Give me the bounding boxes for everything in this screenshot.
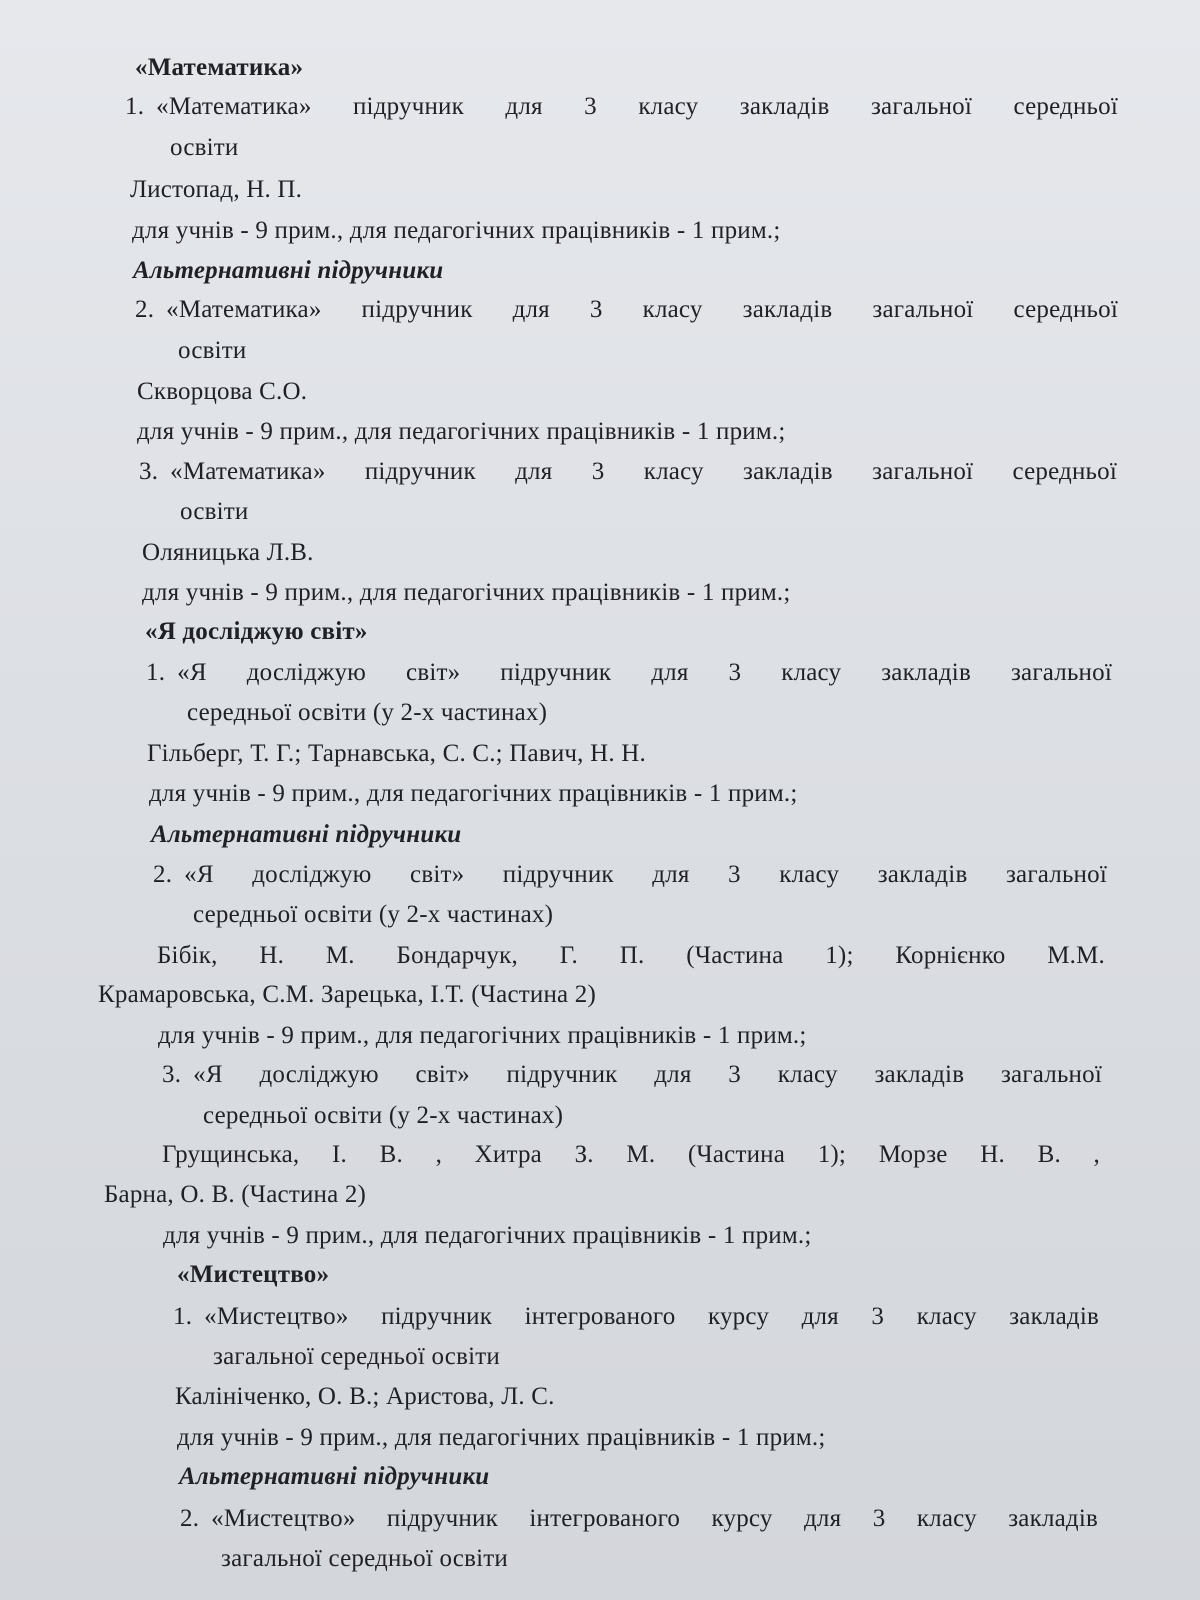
list-number: 1. xyxy=(146,658,166,686)
alternative-textbooks-label: Альтернативні підручники xyxy=(133,256,444,284)
book-copies: для учнів - 9 прим., для педагогічних працівників - 1 прим.; xyxy=(163,1221,812,1249)
title-text: «Мистецтво» підручник інтегрованого курсу для 3 класу закладів xyxy=(204,1302,1099,1330)
title-text: «Мистецтво» підручник інтегрованого курсу для 3 класу закладів xyxy=(211,1504,1098,1532)
book-copies: для учнів - 9 прим., для педагогічних працівників - 1 прим.; xyxy=(137,418,786,446)
section-title-mathematics: «Математика» xyxy=(135,53,304,81)
book-authors xyxy=(162,1140,1100,1170)
book-title-line-2: загальної середньої освіти xyxy=(221,1545,508,1572)
book-authors: Листопад, Н. П. xyxy=(130,175,303,203)
book-title-line-2: освіти xyxy=(170,134,239,162)
title-text: «Математика» підручник для 3 класу закладів загальної середньої xyxy=(156,93,1118,121)
title-text: «Математика» підручник для 3 класу закладів загальної середньої xyxy=(170,457,1117,485)
book-authors xyxy=(157,941,1105,971)
section-title-art: «Мистецтво» xyxy=(177,1261,330,1289)
book-title-line xyxy=(173,1302,1099,1332)
book-authors: Калініченко, О. В.; Аристова, Л. С. xyxy=(175,1383,555,1411)
title-text: «Я досліджую світ» підручник для 3 класу закладів загальної xyxy=(177,658,1112,686)
book-title-line xyxy=(135,295,1118,325)
list-number: 2. xyxy=(135,296,155,324)
book-authors-line-2: Крамаровська, С.М. Зарецька, І.Т. (Частина 2) xyxy=(98,981,597,1009)
alternative-textbooks-label: Альтернативні підручники xyxy=(151,820,462,848)
book-title-line xyxy=(180,1504,1098,1534)
book-title-line-2: середньої освіти (у 2-х частинах) xyxy=(193,901,554,929)
book-title-line xyxy=(125,92,1118,122)
book-title-line-2: середньої освіти (у 2-х частинах) xyxy=(187,699,548,727)
book-title-line xyxy=(139,457,1117,487)
book-authors: Скворцова С.О. xyxy=(137,377,308,405)
book-copies: для учнів - 9 прим., для педагогічних працівників - 1 прим.; xyxy=(177,1423,826,1451)
authors-text: Бібік, Н. М. Бондарчук, Г. П. (Частина 1); Корнієнко М.М. xyxy=(157,941,1105,969)
book-copies: для учнів - 9 прим., для педагогічних працівників - 1 прим.; xyxy=(132,217,781,245)
book-title-line xyxy=(162,1060,1102,1090)
book-title-line-2: освіти xyxy=(178,337,247,365)
authors-text: Грущинська, І. В. , Хитра З. М. (Частина 1); Морзе Н. В. , xyxy=(162,1140,1100,1168)
book-title-line-2: освіти xyxy=(180,498,249,526)
list-number: 3. xyxy=(162,1061,182,1088)
list-number: 1. xyxy=(125,93,145,121)
book-copies: для учнів - 9 прим., для педагогічних працівників - 1 прим.; xyxy=(142,579,791,606)
list-number: 3. xyxy=(139,457,159,485)
book-copies: для учнів - 9 прим., для педагогічних працівників - 1 прим.; xyxy=(149,780,798,808)
book-authors: Оляницька Л.В. xyxy=(142,538,314,566)
book-title-line-2: середньої освіти (у 2-х частинах) xyxy=(203,1101,564,1129)
list-number: 2. xyxy=(153,860,173,888)
book-title-line xyxy=(146,658,1112,688)
book-authors: Гільберг, Т. Г.; Тарнавська, С. С.; Павич, Н. Н. xyxy=(147,739,646,767)
book-authors-line-2: Барна, О. В. (Частина 2) xyxy=(104,1181,367,1209)
list-number: 1. xyxy=(173,1302,193,1330)
section-title-i-explore-world: «Я досліджую світ» xyxy=(145,618,368,646)
list-number: 2. xyxy=(180,1504,200,1532)
title-text: «Я досліджую світ» підручник для 3 класу закладів загальної xyxy=(193,1061,1102,1088)
alternative-textbooks-label: Альтернативні підручники xyxy=(179,1463,490,1491)
title-text: «Я досліджую світ» підручник для 3 класу закладів загальної xyxy=(184,860,1107,888)
title-text: «Математика» підручник для 3 класу закладів загальної середньої xyxy=(166,296,1118,324)
book-copies: для учнів - 9 прим., для педагогічних працівників - 1 прим.; xyxy=(158,1021,807,1049)
book-title-line-2: загальної середньої освіти xyxy=(213,1343,500,1370)
book-title-line xyxy=(153,860,1107,890)
